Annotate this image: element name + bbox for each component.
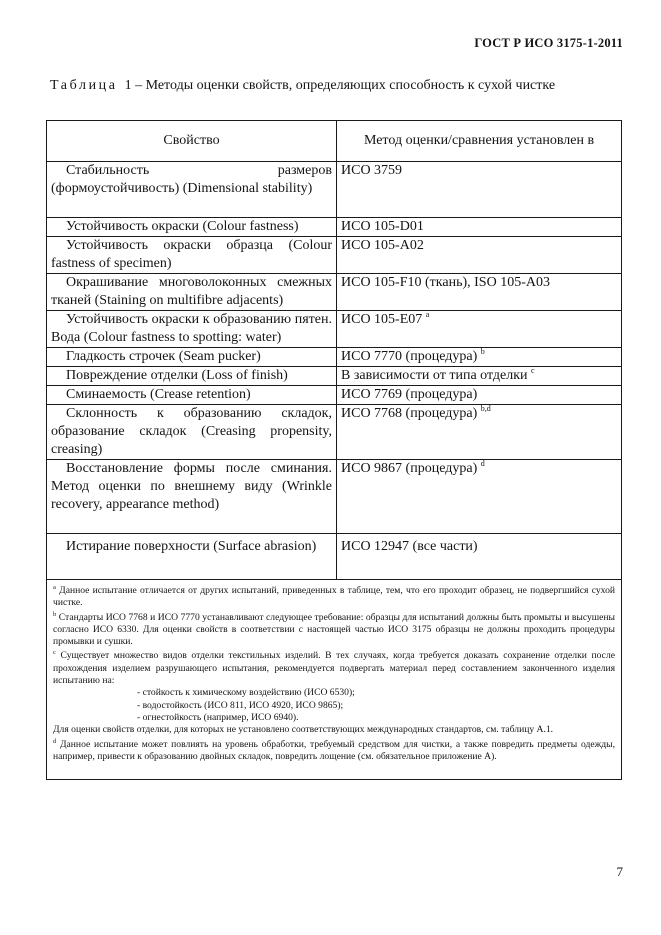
method-text: ИСО 12947 (все части) (341, 539, 478, 554)
property-cell: Стабильность размеров (формоустойчивость) (Dimensional stability) (47, 162, 337, 218)
property-cell: Повреждение отделки (Loss of finish) (47, 367, 337, 386)
table-row (47, 311, 622, 348)
footnote-ref: b (480, 347, 485, 356)
table-header-row (47, 121, 622, 162)
footnote-mark: d (53, 737, 57, 745)
page-number: 7 (616, 864, 623, 879)
property-cell: Склонность к образованию складок, образование складок (Creasing propensity, creasing) (47, 405, 337, 460)
table-row (47, 534, 622, 580)
footnote-ref: a (425, 310, 430, 319)
footnote-text: Данное испытание отличается от других испытаний, приведенных в таблице, тем, что его проходит образец, не подвергшийся сухой чистке. (53, 585, 615, 609)
table-row (47, 405, 622, 460)
footnote-b (53, 612, 615, 649)
property-cell: Сминаемость (Crease retention) (47, 386, 337, 405)
table-row (47, 460, 622, 534)
method-text: ИСО 7768 (процедура) (341, 406, 478, 421)
method-text: ИСО 105-A02 (341, 238, 424, 253)
method-text: ИСО 3759 (341, 163, 403, 178)
method-cell (337, 311, 622, 348)
method-cell (337, 367, 622, 386)
method-cell (337, 218, 622, 237)
method-text: ИСО 7770 (процедура) (341, 349, 478, 364)
table-row (47, 218, 622, 237)
property-cell: Восстановление формы после сминания. Метод оценки по внешнему виду (Wrinkle recovery, appearance method) (47, 460, 337, 534)
footnote-ref: d (480, 459, 485, 468)
property-cell: Устойчивость окраски образца (Colour fastness of specimen) (47, 237, 337, 274)
method-text: ИСО 9867 (процедура) (341, 461, 478, 476)
method-text: ИСО 105-E07 (341, 312, 423, 327)
footnote-ref: c (531, 366, 535, 375)
footnotes-cell (47, 580, 622, 780)
footnote-text: Существует множество видов отделки текстильных изделий. В тех случаях, когда требуется доказать сохранение отделки после прохождения изделием разрушающего испытания, рекомендуется подвергать материал перед составлением законченного изделия испытанию на: (53, 650, 615, 687)
footnote-text: Данное испытание может повлиять на уровень обработки, требуемый средством для чистки, а также повредить предметы одежды, например, привести к образованию двойных складок, повредить лощение (см. обязательное приложение А). (53, 738, 615, 762)
method-cell (337, 274, 622, 311)
property-cell: Истирание поверхности (Surface abrasion) (47, 534, 337, 580)
method-text: ИСО 105-D01 (341, 219, 424, 234)
method-cell (337, 534, 622, 580)
table-row (47, 274, 622, 311)
footnote-c (53, 650, 615, 687)
table-row (47, 348, 622, 367)
footnote-c-item: - водостойкость (ИСО 811, ИСО 4920, ИСО 9865); (137, 699, 344, 711)
caption-text: – Методы оценки свойств, определяющих способность к сухой чистке (135, 78, 556, 93)
property-cell: Гладкость строчек (Seam pucker) (47, 348, 337, 367)
standard-code: ГОСТ Р ИСО 3175-1-2011 (474, 36, 623, 50)
col-header-method: Метод оценки/сравнения установлен в (337, 121, 622, 162)
footnote-mark: a (53, 584, 56, 591)
method-cell (337, 386, 622, 405)
caption-label: Таблица (50, 78, 118, 93)
property-cell: Устойчивость окраски (Colour fastness) (47, 218, 337, 237)
table-row (47, 386, 622, 405)
method-text: ИСО 7769 (процедура) (341, 387, 478, 402)
table-caption (50, 78, 555, 94)
footnote-c-item: - огнестойкость (например, ИСО 6940). (137, 711, 299, 723)
footnote-text: Стандарты ИСО 7768 и ИСО 7770 устанавливают следующее требование: образцы для испытаний должны быть промыты и высушены согласно ИСО 6330. Для оценки свойств в соответствии с настоящей частью ИСО 3175 образцы не должны проходить процедуры промывки и сушки. (53, 611, 615, 648)
method-cell (337, 162, 622, 218)
method-cell (337, 460, 622, 534)
table-row (47, 237, 622, 274)
footnote-a (53, 585, 615, 610)
method-cell (337, 405, 622, 460)
footnotes-row (47, 580, 622, 780)
table-row (47, 162, 622, 218)
footnote-d (53, 739, 615, 764)
method-cell (337, 348, 622, 367)
table-row (47, 367, 622, 386)
footnote-ref: b,d (480, 404, 491, 413)
property-cell: Устойчивость окраски к образованию пятен. Вода (Colour fastness to spotting: water) (47, 311, 337, 348)
col-header-property: Свойство (47, 121, 337, 162)
footnote-mark: b (53, 610, 57, 618)
caption-number: 1 (124, 78, 132, 93)
footnote-c-item: - стойкость к химическому воздействию (ИСО 6530); (137, 687, 355, 699)
property-cell: Окрашивание многоволоконных смежных тканей (Staining on multifibre adjacents) (47, 274, 337, 311)
method-cell (337, 237, 622, 274)
method-text: В зависимости от типа отделки (341, 368, 528, 383)
method-text: ИСО 105-F10 (ткань), ISO 105-A03 (341, 275, 550, 290)
methods-table (46, 120, 622, 780)
footnote-mark: c (53, 649, 56, 657)
footnote-c-tail: Для оценки свойств отделки, для которых не установлено соответствующих международных стандартов, см. таблицу А.1. (53, 724, 554, 736)
